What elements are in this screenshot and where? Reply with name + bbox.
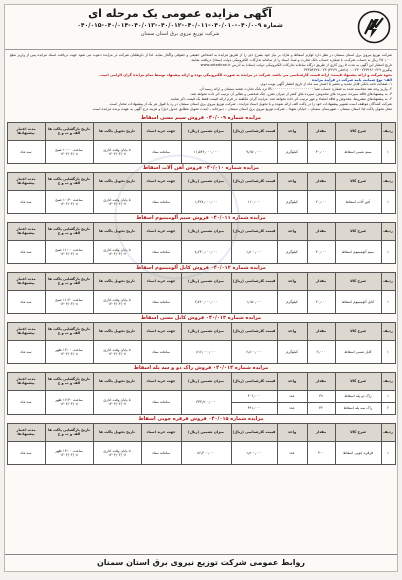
cell-expert-price: ۹٫۶۵۰٫۰۰۰ [231,140,277,163]
cell-guarantee: ۸۱۶٫۰۰۰٫۰۰۰ [181,340,231,363]
cell-item: کابل مسی اسقاط [335,340,381,363]
column-header-qty: مقدار [307,122,335,140]
column-header-row: ردیف [381,423,395,441]
intro-paragraph: تاریخ انتشار این آگهی به مدت ۵ روز کاری از طریق درگاه سامانه تدارکات الکترونیکی دولت (ستاد) به آدرس www.setadiran.ir [200,62,392,67]
notice-title-block [9,7,351,37]
table-header-row [7,322,395,340]
column-header-location: جهت خرید اسناد [141,423,181,441]
cell-row: ۱ [381,441,395,464]
cell-location: سامانه ستاد [141,190,181,213]
auction-table [7,372,396,415]
column-header-validity: مدت اعتبار پیشنهادها [7,272,45,290]
column-header-expert-price: قیمت کارشناسی (ریال) [231,222,277,240]
column-header-item: شرح کالا [335,172,381,190]
column-header-location: جهت خرید اسناد [141,272,181,290]
cell-validity: سه ماه [7,290,45,313]
notice-header [5,5,397,50]
intro-paragraph: ۲- واریز وجه نقد محاسبه شده به شماره حساب شبا IR-۰۰۰۰۰۰۰۰۰۰۰۰۰۰۰۰۰۰۰۰۰ نزد بانک تجارت شعبه سمنان و ارائه رسید آن. [198,87,392,92]
table-row [7,290,395,313]
table-header-row [7,172,395,190]
company-name: شرکت توزیع نیروی برق استان سمنان [140,31,220,37]
column-header-qty: مقدار [307,272,335,290]
column-header-expert-price: قیمت کارشناسی (ریال) [231,322,277,340]
column-header-qty: مقدار [307,423,335,441]
cell-expert-price: ۱٫۱۵۰٫۰۰۰ [231,290,277,313]
column-header-unit: واحد [277,122,307,140]
column-header-open-date: تاریخ بازگشایی پاکت ها الف و ب و ج [45,272,93,290]
cell-row: ۱ [381,390,395,402]
cell-guarantee: ۱۱٫۵۳۶٫۰۰۰٫۰۰۰ [181,140,231,163]
cell-expert-price: ۱٫۸۰۰٫۰۰۰ [231,441,277,464]
cell-receive-date: تا پایان وقت اداری ۱۴۰۴/۰۴/۰۷ [93,390,141,414]
table-header-row [7,372,395,390]
column-header-open-date: تاریخ بازگشایی پاکت ها الف و ب و ج [45,222,93,240]
cell-expert-price: ۳۰۶٫۰۰۰ [231,390,277,402]
column-header-location: جهت خرید اسناد [141,122,181,140]
cell-unit: کیلوگرم [277,140,307,163]
column-header-guarantee: میزان تضمین (ریال) [181,272,231,290]
cell-receive-date: تا پایان وقت اداری ۱۴۰۴/۰۴/۰۷ [93,190,141,213]
cell-unit: عدد [277,402,307,414]
column-header-open-date: تاریخ بازگشایی پاکت ها الف و ب و ج [45,423,93,441]
column-header-receive-date: تاریخ تحویل پاکت ها [93,272,141,290]
cell-receive-date: تا پایان وقت اداری ۱۴۰۴/۰۴/۰۷ [93,340,141,363]
column-header-guarantee: میزان تضمین (ریال) [181,122,231,140]
column-header-item: شرح کالا [335,272,381,290]
column-header-expert-price: قیمت کارشناسی (ریال) [231,172,277,190]
column-header-unit: واحد [277,322,307,340]
column-header-expert-price: قیمت کارشناسی (ریال) [231,423,277,441]
intro-paragraph: ۱- ضمانت نامه بانکی قابل تمدید و معتبر تا اعتبار سه ماه از تاریخ انتشار آگهی نوبت دوم. [260,82,392,87]
column-header-unit: واحد [277,272,307,290]
column-header-validity: مدت اعتبار پیشنهادها [7,222,45,240]
table-header-row [7,423,395,441]
cell-row: ۱ [381,240,395,263]
company-logo-icon [357,10,391,44]
cell-guarantee: ۲٫۷۶۰٫۰۰۰٫۰۰۰ [181,290,231,313]
column-header-qty: مقدار [307,222,335,240]
column-header-guarantee: میزان تضمین (ریال) [181,372,231,390]
column-header-validity: مدت اعتبار پیشنهادها [7,322,45,340]
column-header-open-date: تاریخ بازگشایی پاکت ها الف و ب و ج [45,122,93,140]
cell-open-date: ساعت ۱۰:۰۰ صبح ۱۴۰۴/۰۴/۰۸ [45,140,93,163]
cell-row: ۲ [381,402,395,414]
column-header-open-date: تاریخ بازگشایی پاکت ها الف و ب و ج [45,172,93,190]
auction-sections [5,115,397,465]
notice-title: آگهی مزایده عمومی یک مرحله ای [88,7,272,20]
cell-row: ۱ [381,290,395,313]
auction-table [7,222,396,264]
cell-item: راک سه پله اسقاط [335,402,381,414]
table-row [7,140,395,163]
column-header-validity: مدت اعتبار پیشنهادها [7,372,45,390]
cell-open-date: ساعت ۱۲:۰۰ ظهر ۱۴۰۴/۰۴/۰۸ [45,340,93,363]
cell-qty: ۴۰٫۰۰۰ [307,240,335,263]
column-header-item: شرح کالا [335,222,381,240]
cell-validity: سه ماه [7,441,45,464]
column-header-open-date: تاریخ بازگشایی پاکت ها الف و ب و ج [45,322,93,340]
cell-open-date: ساعت ۱۳:۰۰ ظهر ۱۴۰۴/۰۴/۰۸ [45,441,93,464]
auction-table [7,423,396,465]
cell-unit: عدد [277,441,307,464]
table-header-row [7,272,395,290]
column-header-receive-date: تاریخ تحویل پاکت ها [93,322,141,340]
column-header-guarantee: میزان تضمین (ریال) [181,423,231,441]
column-header-location: جهت خرید اسناد [141,172,181,190]
cell-expert-price: ۴۹۱٫۰۰۰ [231,402,277,414]
column-header-guarantee: میزان تضمین (ریال) [181,222,231,240]
section-title: مزایده شماره ۰۴۰/۰۱۳ فروش کابل مسی اسقاط [140,314,262,321]
cell-unit: کیلوگرم [277,240,307,263]
column-header-expert-price: قیمت کارشناسی (ریال) [231,122,277,140]
cell-location: سامانه ستاد [141,140,181,163]
column-header-guarantee: میزان تضمین (ریال) [181,172,231,190]
section-title: مزایده شماره ۰۴۰/۰۱۲ فروش کابل آلومینیوم اسقاط [136,264,266,271]
cell-location: سامانه ستاد [141,290,181,313]
cell-validity: سه ماه [7,190,45,213]
column-header-receive-date: تاریخ تحویل پاکت ها [93,372,141,390]
auction-table [7,172,396,214]
column-header-row: ردیف [381,272,395,290]
cell-item: راک دو پله اسقاط [335,390,381,402]
cell-receive-date: تا پایان وقت اداری ۱۴۰۴/۰۴/۰۷ [93,290,141,313]
cell-location: سامانه ستاد [141,390,181,414]
intro-contact: پیگیری ۰۲۳۳۳۶۶۰۶۲۹ ۰۲۳-۰ (داخلی ۳۲۷۹) ۰۲۳-۳۳۴۵۳۶۲۷ [303,67,392,72]
cell-receive-date: تا پایان وقت اداری ۱۴۰۴/۰۴/۰۷ [93,441,141,464]
column-header-unit: واحد [277,423,307,441]
column-header-location: جهت خرید اسناد [141,372,181,390]
cell-unit: کیلوگرم [277,290,307,313]
cell-row: ۱ [381,340,395,363]
cell-row: ۱ [381,140,395,163]
cell-unit: عدد [277,390,307,402]
cell-qty: ۲٫۰۰۰ [307,340,335,363]
column-header-open-date: تاریخ بازگشایی پاکت ها الف و ب و ج [45,372,93,390]
cell-item: کابل آلومینیوم اسقاط [335,290,381,313]
column-header-receive-date: تاریخ تحویل پاکت ها [93,172,141,190]
cell-item: قرقره چوبی اسقاط [335,441,381,464]
notice-intro [5,50,397,114]
cell-unit: کیلوگرم [277,190,307,213]
section-title: مزایده شماره ۰۴۰/۰۱۰ فروش آهن آلات اسقاط [142,164,260,171]
cell-validity: سه ماه [7,240,45,263]
cell-receive-date: تا پایان وقت اداری ۱۴۰۴/۰۴/۰۷ [93,140,141,163]
cell-qty: ۴۰۰ [307,441,335,464]
cell-qty: ۴۴ [307,402,335,414]
cell-open-date: ساعت ۱۰:۳۰ صبح ۱۴۰۴/۰۴/۰۸ [45,190,93,213]
cell-item: سیم آلومینیوم اسقاط [335,240,381,263]
cell-expert-price: ۱٫۸۰۰٫۰۰۰ [231,240,277,263]
cell-location: سامانه ستاد [141,340,181,363]
column-header-location: جهت خرید اسناد [141,222,181,240]
intro-blue-heading: الف- نوع ضمانت نامه شرکت در فرآیند مزایده [311,77,392,82]
cell-qty: ۳۰٫۰۰۰ [307,140,335,163]
column-header-expert-price: قیمت کارشناسی (ریال) [231,372,277,390]
intro-paragraph: ۳- به پیشنهادهای فاقد سپرده، سپرده های مخدوش، سپرده های کمتر از میزان مقرر، چک شخصی و نظایر آن ترتیب اثر داده نخواهد شد. [189,92,392,97]
intro-paragraph: شرکت کنندگان موظف است تصویر پیشنهادات خود را در پاکت الف ارائه نموده و با تحویل اسناد مزایده ، شرکت توزیع نیروی برق استان سمنان در رد یا قبول هر یک از پیشنهادات مختار است. [108,102,392,107]
cell-guarantee: ۱٫۳۲۸٫۰۰۰٫۰۰۰ [181,190,231,213]
column-header-row: ردیف [381,122,395,140]
cell-guarantee: ۸۶٫۴۰۰٫۰۰۰ [181,441,231,464]
section-title: مزایده شماره ۰۴۰/۰۰۹ فروش سیم مسی اسقاط [140,114,262,121]
notice-numbers: شماره ۰۴۰/۰۰۹-۰۴۰/۰۱۰-۰۴۰/۰۱۱-۰۴۰/۰۱۲-۰۴۰/۰۱۳-۰۴۰/۰۱۴-۰۴۰/۰۱۵ [77,22,283,29]
intro-paragraph: ۴- به پیشنهادهای مشروط، مخدوش و فاقد امضاء و مهر ترتیب اثر داده نخواهد شد. مزایده گران مکلفند در فرم ارائه قیمت فقط یک قیمت ذکر نمایند. [169,97,392,102]
auction-notice-page [4,4,398,572]
notice-footer: روابط عمومی شرکت توزیع نیروی برق استان سمنان [5,554,397,571]
column-header-row: ردیف [381,222,395,240]
section-title: مزایده شماره ۰۴۰/۰۱۴ فروش راک دو و سه پله اسقاط [133,364,269,371]
cell-qty: ۲۰٫۰۰۰ [307,290,335,313]
column-header-guarantee: میزان تضمین (ریال) [181,322,231,340]
column-header-validity: مدت اعتبار پیشنهادها [7,423,45,441]
column-header-unit: واحد [277,222,307,240]
column-header-item: شرح کالا [335,372,381,390]
column-header-validity: مدت اعتبار پیشنهادها [7,172,45,190]
cell-item: سیم مسی اسقاط [335,140,381,163]
column-header-location: جهت خرید اسناد [141,322,181,340]
table-row [7,390,395,402]
column-header-qty: مقدار [307,322,335,340]
intro-red-notice: نحوه شرکت و ارائه پیشنهاد قیمت: ارائه قیمت کارشناسی می باشد. شرکت در مزایده به صورت الکترونیکی بوده و ارائه پیشنهاد توسط تمام مزایده گران الزامی است. [98,72,392,77]
cell-open-date: ساعت ۱۲:۳۰ ظهر ۱۴۰۴/۰۴/۰۸ [45,390,93,414]
column-header-expert-price: قیمت کارشناسی (ریال) [231,272,277,290]
cell-validity: سه ماه [7,140,45,163]
table-row [7,190,395,213]
column-header-item: شرح کالا [335,423,381,441]
table-header-row [7,222,395,240]
cell-validity: سه ماه [7,340,45,363]
cell-guarantee: ۸٫۶۴۰٫۰۰۰٫۰۰۰ [181,240,231,263]
cell-item: آهن آلات اسقاط [335,190,381,213]
table-row [7,441,395,464]
table-header-row [7,122,395,140]
column-header-validity: مدت اعتبار پیشنهادها [7,122,45,140]
table-row [7,340,395,363]
table-row [7,240,395,263]
cell-qty: ۲۰٫۰۰۰ [307,190,335,213]
column-header-receive-date: تاریخ تحویل پاکت ها [93,222,141,240]
column-header-item: شرح کالا [335,322,381,340]
section-title: مزایده شماره ۰۴۰/۰۱۵ فروش قرقره چوبی اسقاط [138,415,264,422]
cell-expert-price: ۱۱۰٫۰۰۰ [231,190,277,213]
section-title: مزایده شماره ۰۴۰/۰۱۱ فروش سیم آلومینیوم اسقاط [136,214,266,221]
column-header-row: ردیف [381,372,395,390]
column-header-unit: واحد [277,372,307,390]
auction-table [7,322,396,364]
cell-location: سامانه ستاد [141,240,181,263]
column-header-qty: مقدار [307,372,335,390]
intro-paragraph: شرکت توزیع نیروی برق استان سمنان در نظر دارد لوازم اسقاط و مازاد بر نیاز خود بشرح ذیل را از طریق مزایده به اشخاص حقیقی و حقوقی واگذار نماید. لذا از داوطلبان شرکت در مزایده دعوت می شود جهت دریافت اسناد مزایده پس از واریز مبلغ ۲۵۰٫۰۰۰ ریال به حساب شرکت، با شماره حساب بانک تجارت و شبا، اسناد را از سامانه تدارکات الکترونیکی دولت (ستاد) دریافت نمایند. [10,53,392,62]
cell-open-date: ساعت ۱۱:۰۰ صبح ۱۴۰۴/۰۴/۰۸ [45,240,93,263]
cell-location: سامانه ستاد [141,441,181,464]
intro-paragraph: محل تحویل پاکت ها: استان سمنان – شهرستان سمنان – خیابان شهدا – شرکت توزیع نیروی برق استان سمنان – دبیرخانه ، (مدت تحویل مطابق جدول ذیل) و هزینه درج آگهی به عهده برنده مزایده است. [91,106,392,111]
column-header-receive-date: تاریخ تحویل پاکت ها [93,423,141,441]
cell-receive-date: تا پایان وقت اداری ۱۴۰۴/۰۴/۰۷ [93,240,141,263]
cell-validity: سه ماه [7,390,45,414]
cell-qty: ۳۸ [307,390,335,402]
column-header-qty: مقدار [307,172,335,190]
cell-row: ۱ [381,190,395,213]
cell-expert-price: ۶٫۸۰۰٫۰۰۰ [231,340,277,363]
column-header-item: شرح کالا [335,122,381,140]
column-header-row: ردیف [381,322,395,340]
auction-table [7,272,396,314]
cell-open-date: ساعت ۱۱:۳۰ صبح ۱۴۰۴/۰۴/۰۸ [45,290,93,313]
column-header-receive-date: تاریخ تحویل پاکت ها [93,122,141,140]
cell-unit: کیلوگرم [277,340,307,363]
cell-guarantee: ۳۳۳٫۷۰۰٫۰۰۰ [181,390,231,414]
column-header-row: ردیف [381,172,395,190]
column-header-unit: واحد [277,172,307,190]
auction-table [7,122,396,164]
